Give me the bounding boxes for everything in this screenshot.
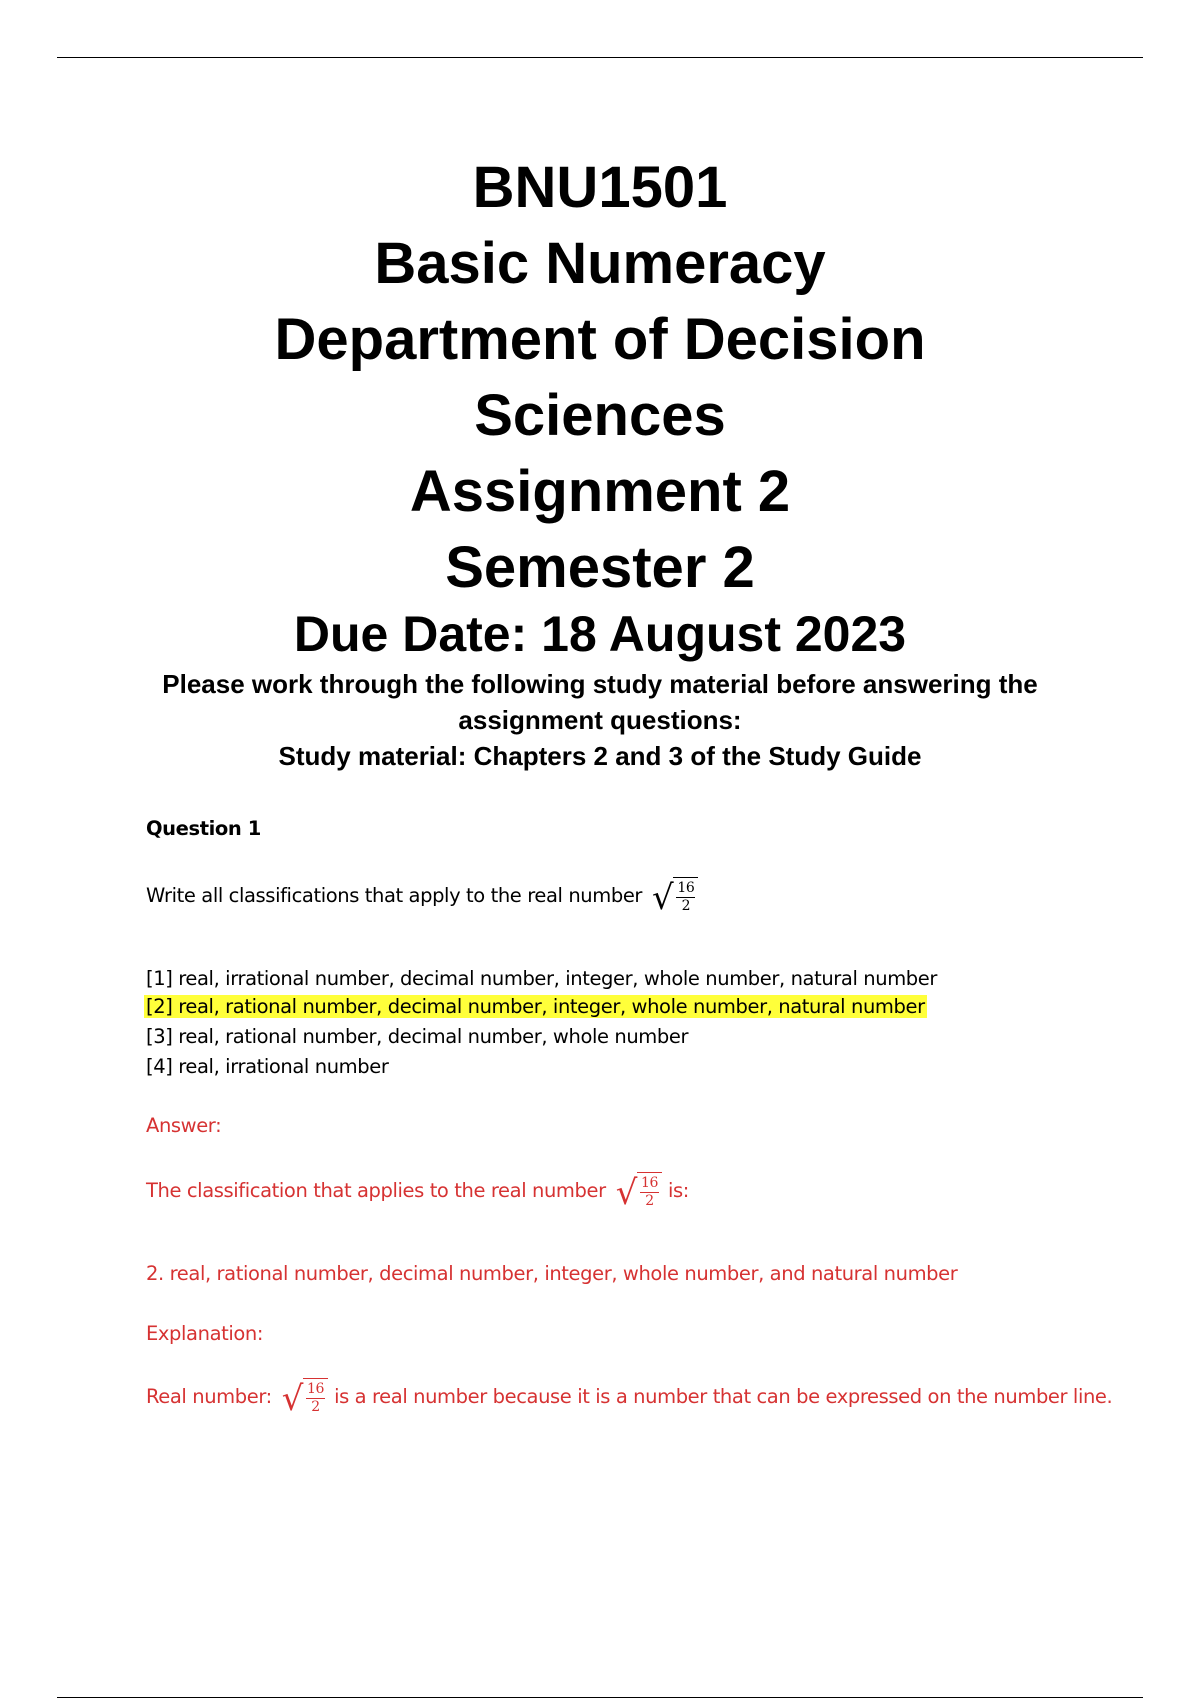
answer-stem <box>146 1170 689 1213</box>
module-code: BNU1501 <box>472 155 728 220</box>
department-line-1: Department of Decision <box>274 307 926 372</box>
explanation-radicand-fraction <box>303 1378 328 1416</box>
study-material-line: Study material: Chapters 2 and 3 of the Study Guide <box>278 741 922 771</box>
option-1: [1] real, irrational number, decimal number, integer, whole number, natural number <box>146 967 937 990</box>
radical-sign-icon: √ <box>652 878 674 918</box>
radicand-numerator: 16 <box>677 880 695 896</box>
answer-choice: 2. real, rational number, decimal number, integer, whole number, and natural number <box>146 1262 958 1285</box>
sqrt-expression <box>652 875 698 918</box>
assignment-title: Assignment 2 <box>409 459 791 524</box>
radicand-fraction <box>673 877 698 915</box>
module-name: Basic Numeracy <box>374 231 826 296</box>
answer-radical-sign-icon: √ <box>615 1173 637 1213</box>
study-note-line-1: Please work through the following study material before answering the <box>162 669 1038 699</box>
explanation-suffix: is a real number because it is a number that can be expressed on the number line. <box>334 1384 1113 1408</box>
bottom-rule <box>57 1697 1143 1698</box>
option-4: [4] real, irrational number <box>146 1055 389 1078</box>
answer-radicand-denominator: 2 <box>645 1193 654 1209</box>
semester-title: Semester 2 <box>445 535 755 600</box>
answer-label: Answer: <box>146 1114 222 1137</box>
explanation-radicand-denominator: 2 <box>311 1399 320 1415</box>
explanation-prefix: Real number: <box>146 1384 272 1408</box>
question-stem-text: Write all classifications that apply to the real number <box>146 883 643 907</box>
explanation-radical-sign-icon: √ <box>281 1379 304 1419</box>
due-date: Due Date: 18 August 2023 <box>293 606 907 662</box>
cover-block <box>0 150 1200 772</box>
explanation-label: Explanation: <box>146 1322 264 1345</box>
answer-radicand-fraction <box>637 1172 662 1210</box>
question-stem <box>146 875 704 918</box>
answer-stem-suffix: is: <box>668 1178 689 1202</box>
option-3: [3] real, rational number, decimal number, whole number <box>146 1025 689 1048</box>
question-title: Question 1 <box>146 817 261 840</box>
department-line-2: Sciences <box>474 383 726 448</box>
study-note-line-2: assignment questions: <box>458 705 742 735</box>
answer-sqrt-expression <box>615 1170 662 1213</box>
answer-radicand-numerator: 16 <box>641 1175 659 1191</box>
explanation-radicand-numerator: 16 <box>307 1381 325 1397</box>
radicand-denominator: 2 <box>681 898 691 914</box>
explanation-sqrt-expression <box>281 1376 328 1419</box>
top-rule <box>57 57 1143 58</box>
option-2-highlighted: [2] real, rational number, decimal number, integer, whole number, natural number <box>146 995 925 1018</box>
explanation-text <box>146 1376 1113 1419</box>
answer-stem-text: The classification that applies to the real number <box>146 1178 606 1202</box>
